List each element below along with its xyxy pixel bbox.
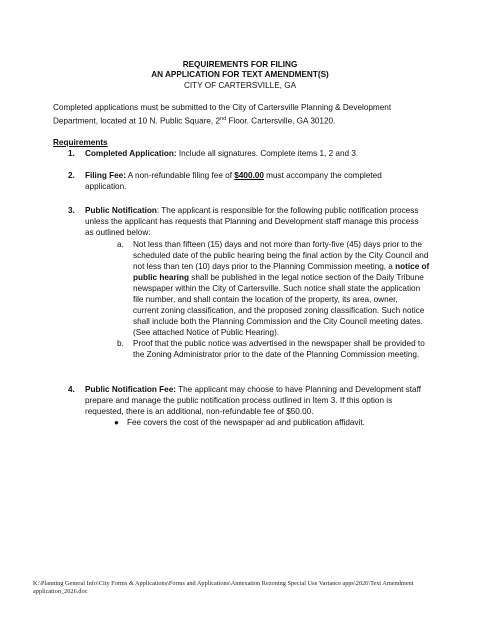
item-3a-line-7: current zoning classification, and the proposed zoning classification. Such notice [133, 306, 425, 315]
footer-line-2: application_2026.doc [33, 587, 88, 595]
item-4-line-2: prepare and manage the public notification process outlined in Item 3. If this option is [85, 396, 393, 405]
item-3a-line-6: file number, and shall contain the location of the property, its area, owner, [133, 295, 398, 304]
item-3a-line-9: (See attached Notice of Public Hearing). [133, 328, 280, 337]
item-4-number: 4. [68, 385, 75, 394]
item-4-line-3: requested, there is an additional, non-refundable fee of $50.00. [85, 407, 314, 416]
item-3a-line-5: newspaper within the City of Cartersville. Such notice shall state the application [133, 284, 421, 293]
item-3-line-2: unless the applicant has requests that Planning and Development staff manage this process [85, 217, 419, 226]
heading-line-1: REQUIREMENTS FOR FILING [182, 60, 298, 69]
item-2-number: 2. [68, 171, 75, 180]
file-path-footer [33, 580, 473, 595]
item-3a-line-4: public hearing shall be published in the legal notice section of the Daily Tribune [133, 273, 424, 282]
requirements-heading: Requirements [53, 138, 108, 147]
item-3a-letter: a. [117, 240, 124, 249]
item-3b-letter: b. [117, 339, 124, 348]
item-3-line-3: as outlined below: [85, 228, 151, 237]
item-4-line-1: Public Notification Fee: The applicant may choose to have Planning and Development staff [85, 385, 422, 394]
item-3b-line-1: Proof that the public notice was advertised in the newspaper shall be provided to [133, 339, 425, 348]
item-1-number: 1. [68, 149, 75, 158]
item-3a-line-8: shall include both the Planning Commission and the City Council meeting dates. [133, 317, 423, 326]
item-2-line-1: Filing Fee: A non-refundable filing fee of $400.00 must accompany the completed [85, 171, 382, 180]
item-2-line-2: application. [85, 182, 127, 191]
item-4-bullet-text: Fee covers the cost of the newspaper ad and publication affidavit. [127, 418, 365, 427]
heading-line-2: AN APPLICATION FOR TEXT AMENDMENT(S) [151, 70, 329, 79]
item-3-number: 3. [68, 206, 75, 215]
intro-line-1: Completed applications must be submitted to the City of Cartersville Planning & Development [53, 103, 392, 112]
filing-fee-amount: $400.00 [234, 171, 264, 180]
item-3a-line-3: not less than ten (10) days prior to the Planning Commission meeting, a notice of [133, 262, 430, 271]
footer-line-1: K:\Planning General Info\City Forms & Applications\Forms and Applications\Annexation Rezoning Special Use Variance apps\2026\Text Amendment [33, 580, 414, 587]
item-3-line-1: Public Notification: The applicant is responsible for the following public notification process [85, 206, 419, 215]
intro-line-2: Department, located at 10 N. Public Square, 2nd Floor. Cartersville, GA 30120. [53, 116, 336, 126]
item-3a-line-2: scheduled date of the public hearing being the final action by the City Council and [133, 251, 429, 260]
bullet-icon: ● [114, 418, 119, 427]
item-3a-line-1: Not less than fifteen (15) days and not more than forty-five (45) days prior to the [133, 240, 422, 249]
item-3b-line-2: the Zoning Administrator prior to the date of the Planning Commission meeting. [133, 350, 420, 359]
heading-line-3: CITY OF CARTERSVILLE, GA [183, 81, 297, 90]
item-1-text: Completed Application: Include all signatures. Complete items 1, 2 and 3. [85, 149, 359, 158]
